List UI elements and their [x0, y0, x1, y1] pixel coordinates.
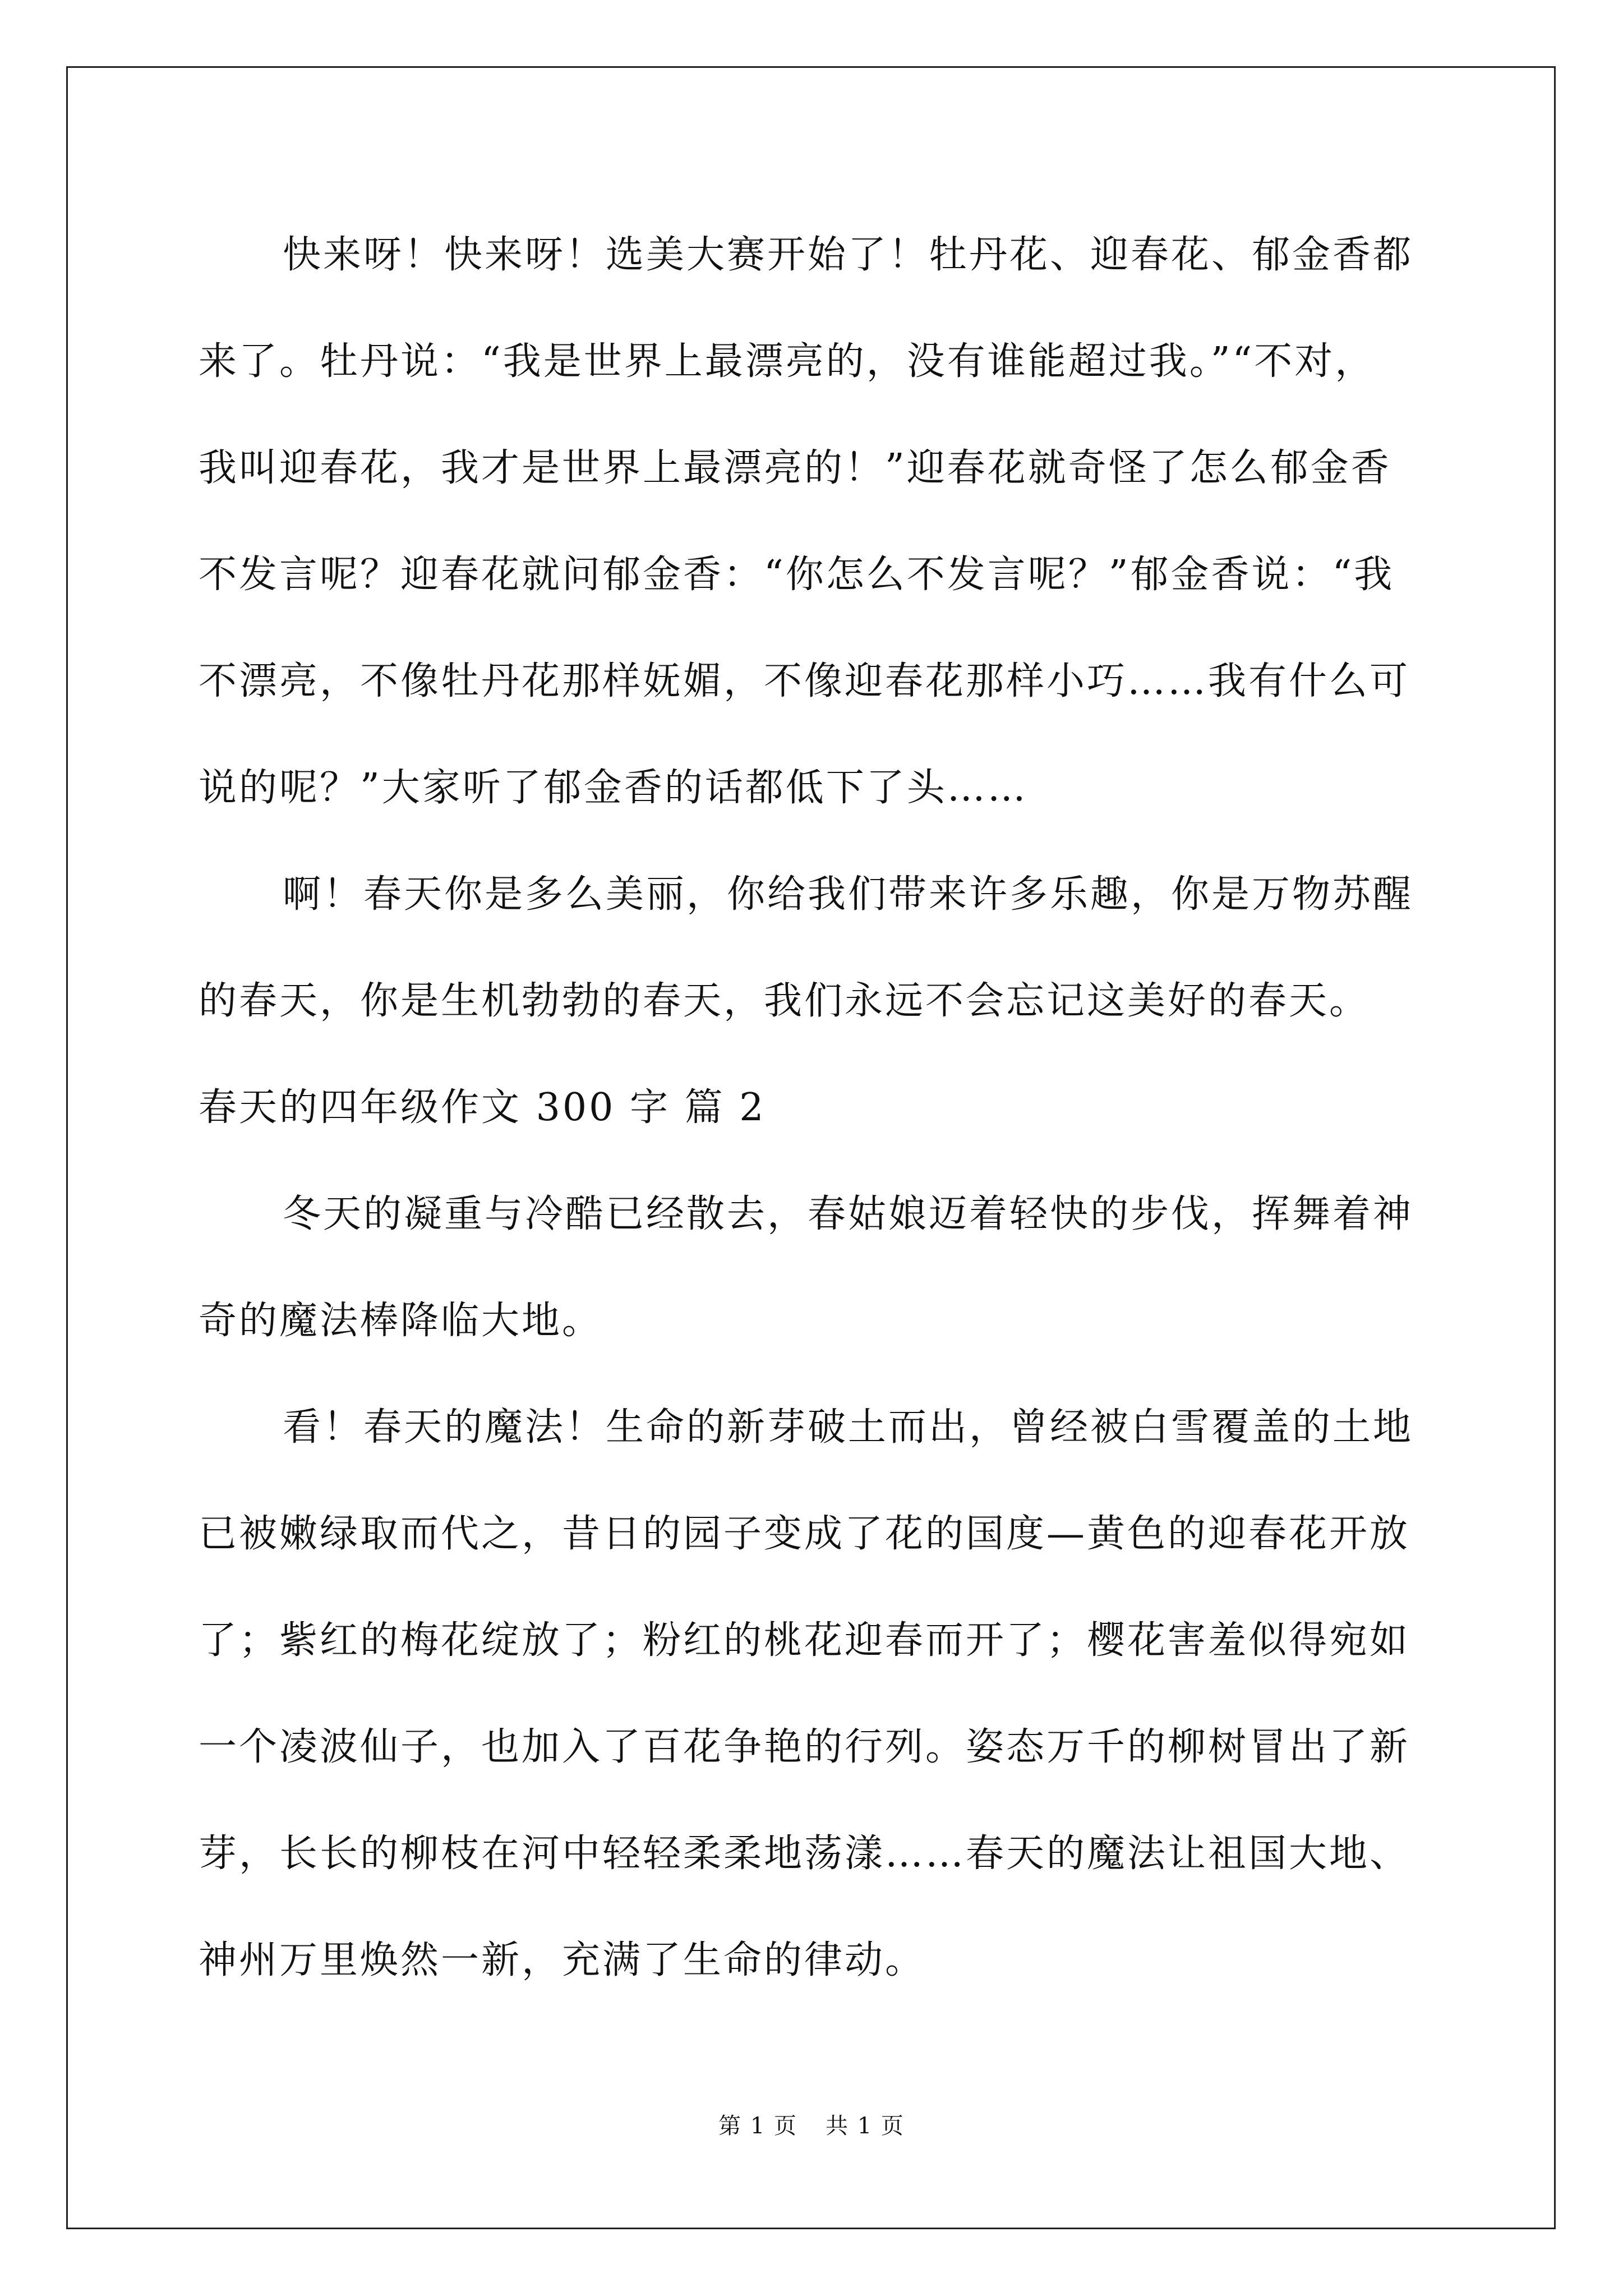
paragraph-line: 了；紫红的梅花绽放了；粉红的桃花迎春而开了；樱花害羞似得宛如 [199, 1618, 1410, 1663]
paragraph-line: 已被嫩绿取而代之，昔日的园子变成了花的国度—黄色的迎春花开放 [199, 1512, 1410, 1556]
paragraph-line: 冬天的凝重与冷酷已经散去，春姑娘迈着轻快的步伐，挥舞着神 [283, 1192, 1414, 1236]
page-total: 共 1 页 [826, 2113, 905, 2139]
paragraph-line: 的春天，你是生机勃勃的春天，我们永远不会忘记这美好的春天。 [199, 979, 1370, 1023]
paragraph-line: 快来呀！快来呀！选美大赛开始了！牡丹花、迎春花、郁金香都 [283, 233, 1414, 277]
paragraph-line: 啊！春天你是多么美丽，你给我们带来许多乐趣，你是万物苏醒 [283, 872, 1414, 917]
document-body [199, 202, 1432, 2014]
paragraph-line: 芽，长长的柳枝在河中轻轻柔柔地荡漾……春天的魔法让祖国大地、 [199, 1832, 1410, 1876]
page-number: 第 1 页 [718, 2113, 797, 2139]
paragraph-line: 说的呢？”大家听了郁金香的话都低下了头…… [199, 766, 1028, 810]
paragraph-line: 看！春天的魔法！生命的新芽破土而出，曾经被白雪覆盖的土地 [283, 1405, 1414, 1450]
page-footer [0, 2109, 1623, 2143]
paragraph-line: 我叫迎春花，我才是世界上最漂亮的！”迎春花就奇怪了怎么郁金香 [199, 446, 1391, 490]
paragraph-line: 一个凌波仙子，也加入了百花争艳的行列。姿态万千的柳树冒出了新 [199, 1725, 1410, 1769]
paragraph-line: 神州万里焕然一新，充满了生命的律动。 [199, 1938, 926, 1982]
paragraph-line: 不发言呢？迎春花就问郁金香：“你怎么不发言呢？”郁金香说：“我 [199, 553, 1395, 597]
paragraph-line: 来了。牡丹说：“我是世界上最漂亮的，没有谁能超过我。”“不对， [199, 339, 1376, 384]
section-heading: 春天的四年级作文 300 字 篇 2 [199, 1085, 766, 1130]
paragraph-line: 奇的魔法棒降临大地。 [199, 1299, 603, 1343]
paragraph-line: 不漂亮，不像牡丹花那样妩媚，不像迎春花那样小巧……我有什么可 [199, 659, 1410, 703]
